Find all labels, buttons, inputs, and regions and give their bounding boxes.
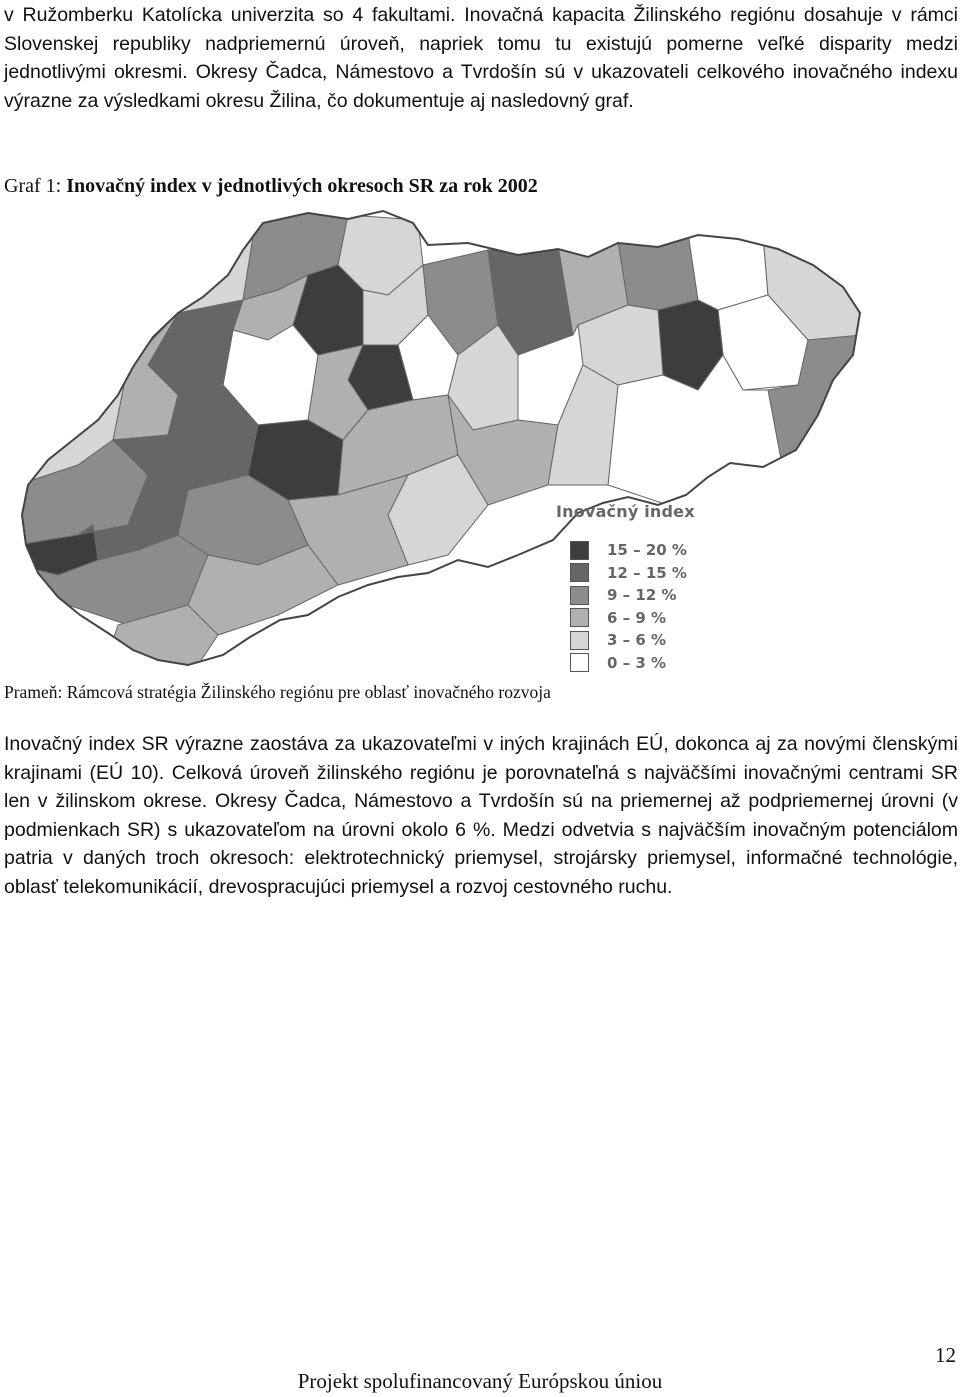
legend-title: Inovačný index — [556, 502, 695, 521]
legend-row — [556, 584, 716, 607]
intro-paragraph: v Ružomberku Katolícka univerzita so 4 fakultami. Inovačná kapacita Žilinského regiónu dosahuje v rámci Slovenskej republiky nadpriemernú úroveň, napriek tomu tu existujú pomerne veľké disparity medzi jednotlivými okresmi. Okresy Čadca, Námestovo a Tvrdošín sú v ukazovateli celkového inovačného indexu výrazne za výsledkami okresu Žilina, čo dokumentuje aj nasledovný graf. — [4, 4, 958, 112]
legend-swatch — [570, 541, 589, 560]
legend-label: 9 – 12 % — [607, 586, 677, 605]
figure-source: Prameň: Rámcová stratégia Žilinského regiónu pre oblasť inovačného rozvoja — [4, 682, 551, 702]
legend-row — [556, 539, 716, 562]
legend-row — [556, 652, 716, 675]
figure-caption — [4, 172, 538, 200]
caption-prefix: Graf 1: — [4, 175, 67, 197]
body-paragraph: Inovačný index SR výrazne zaostáva za ukazovateľmi v iných krajinách EÚ, dokonca aj za novými členskými krajinami (EÚ 10). Celková úroveň žilinského regiónu je porovnateľná s najväčšími inovačnými centrami SR len v žilinskom okrese. Okresy Čadca, Námestovo a Tvrdošín sú na priemernej až podpriemernej úrovni (v podmienkach SR) s ukazovateľom na úrovni okolo 6 %. Medzi odvetvia s najväčším inovačným potenciálom patria v daných troch okresoch: elektrotechnický priemysel, strojársky priemysel, informačné technológie, oblasť telekomunikácií, drevospracujúci priemysel a rozvoj cestovného ruchu. — [4, 733, 958, 898]
legend-swatch — [570, 608, 589, 627]
legend-label: 3 – 6 % — [607, 631, 667, 650]
legend-swatch — [570, 563, 589, 582]
legend-label: 15 – 20 % — [607, 541, 687, 560]
legend-label: 6 – 9 % — [607, 608, 667, 627]
caption-title: Inovačný index v jednotlivých okresoch SR za rok 2002 — [66, 175, 538, 197]
district-polygons — [18, 205, 863, 675]
legend-row — [556, 629, 716, 652]
legend-swatch — [570, 586, 589, 605]
legend-row — [556, 607, 716, 630]
legend-swatch — [570, 653, 589, 672]
slovakia-district-map — [18, 205, 863, 675]
legend-row — [556, 562, 716, 585]
page-number: 12 — [935, 1343, 956, 1367]
map-legend — [556, 502, 716, 674]
legend-label: 12 – 15 % — [607, 563, 687, 582]
map-svg — [18, 205, 863, 675]
legend-swatch — [570, 631, 589, 650]
page-footer: Projekt spolufinancovaný Európskou úniou — [297, 1369, 663, 1393]
legend-label: 0 – 3 % — [607, 653, 667, 672]
